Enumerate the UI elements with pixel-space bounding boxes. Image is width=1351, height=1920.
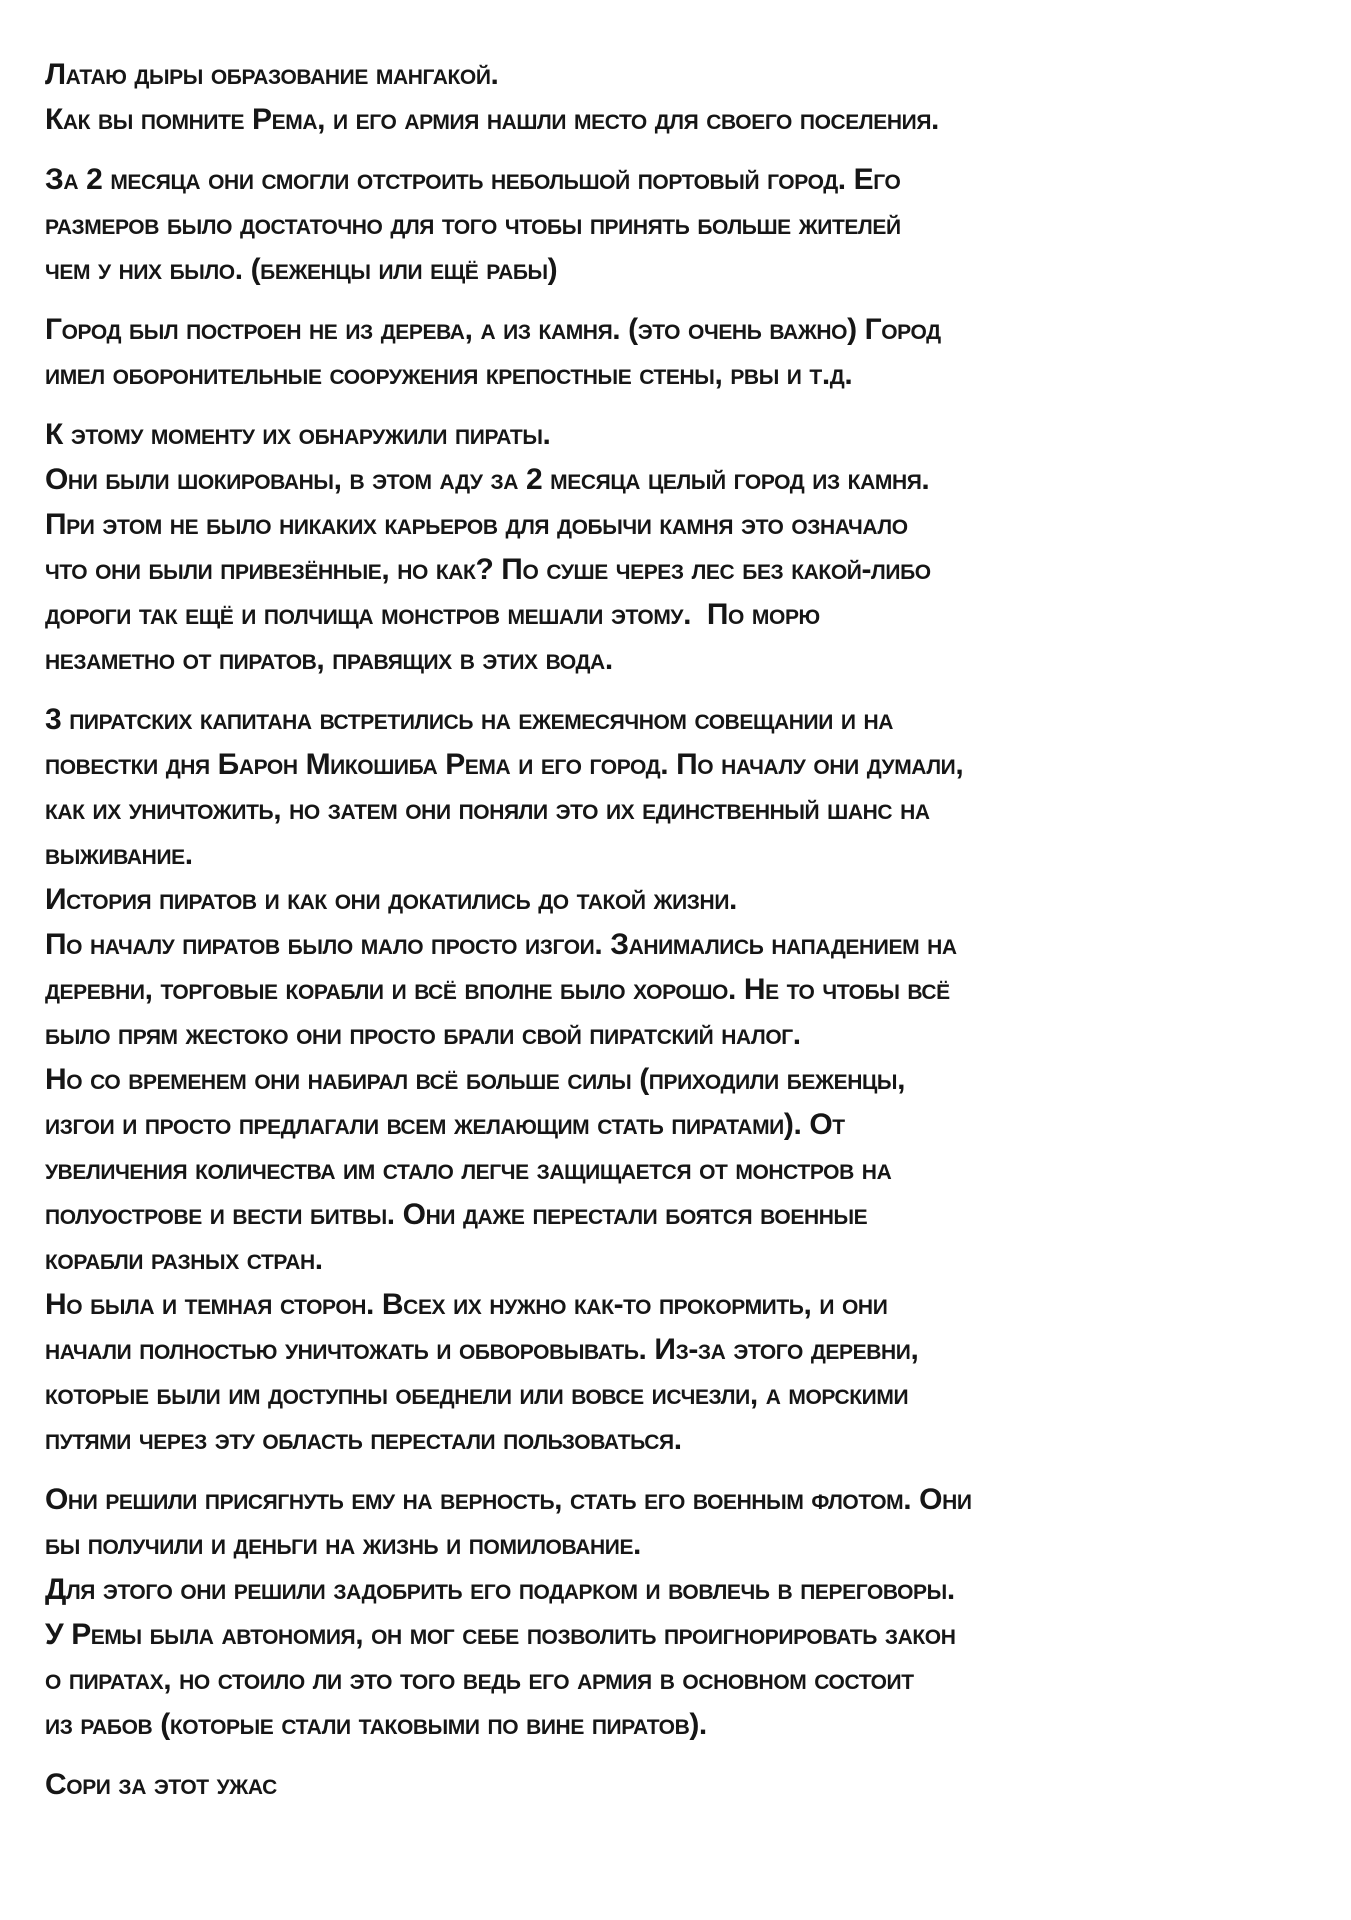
text-line: путями через эту область перестали пользоваться.	[45, 1423, 682, 1456]
text-line: бы получили и деньги на жизнь и помилование.	[45, 1528, 641, 1561]
text-line: о пиратах, но стоило ли это того ведь его армия в основном состоит	[45, 1663, 914, 1696]
paragraph	[45, 1762, 1311, 1807]
paragraph	[45, 697, 1311, 1462]
text-line: У Ремы была автономия, он мог себе позволить проигнорировать закон	[45, 1618, 956, 1651]
text-line: Для этого они решили задобрить его подарком и вовлечь в переговоры.	[45, 1573, 955, 1606]
paragraph	[45, 157, 1311, 292]
text-line: как их уничтожить, но затем они поняли это их единственный шанс на	[45, 793, 930, 826]
text-line: Сори за этот ужас	[45, 1768, 277, 1801]
text-line: По началу пиратов было мало просто изгои. Занимались нападением на	[45, 928, 957, 961]
text-line: увеличения количества им стало легче защищается от монстров на	[45, 1153, 892, 1186]
text-line: 3 пиратских капитана встретились на ежемесячном совещании и на	[45, 703, 894, 736]
document-body	[45, 52, 1311, 1807]
text-line: было прям жестоко они просто брали свой пиратский налог.	[45, 1018, 801, 1051]
paragraph	[45, 1477, 1311, 1747]
text-line: полуострове и вести битвы. Они даже перестали боятся военные	[45, 1198, 868, 1231]
text-line: которые были им доступны обеднели или вовсе исчезли, а морскими	[45, 1378, 909, 1411]
paragraph	[45, 307, 1311, 397]
text-line: Они решили присягнуть ему на верность, стать его военным флотом. Они	[45, 1483, 972, 1516]
text-line: повестки дня Барон Микошиба Рема и его город. По началу они думали,	[45, 748, 964, 781]
text-line: незаметно от пиратов, правящих в этих вода.	[45, 643, 613, 676]
text-line: Но была и темная сторон. Всех их нужно как-то прокормить, и они	[45, 1288, 888, 1321]
paragraph	[45, 52, 1311, 142]
text-line: Латаю дыры образование мангакой.	[45, 58, 499, 91]
text-line: Они были шокированы, в этом аду за 2 месяца целый город из камня.	[45, 463, 930, 496]
text-line: что они были привезённые, но как? По суше через лес без какой-либо	[45, 553, 931, 586]
text-line: За 2 месяца они смогли отстроить небольшой портовый город. Его	[45, 163, 901, 196]
text-line: Но со временем они набирал всё больше силы (приходили беженцы,	[45, 1063, 906, 1096]
text-line: изгои и просто предлагали всем желающим стать пиратами). От	[45, 1108, 845, 1141]
text-line: начали полностью уничтожать и обворовывать. Из-за этого деревни,	[45, 1333, 919, 1366]
text-line: При этом не было никаких карьеров для добычи камня это означало	[45, 508, 908, 541]
text-line: из рабов (которые стали таковыми по вине пиратов).	[45, 1708, 707, 1741]
text-line: выживание.	[45, 838, 193, 871]
text-line: корабли разных стран.	[45, 1243, 323, 1276]
text-line: размеров было достаточно для того чтобы принять больше жителей	[45, 208, 901, 241]
text-line: чем у них было. (беженцы или ещё рабы)	[45, 253, 558, 286]
text-line: К этому моменту их обнаружили пираты.	[45, 418, 551, 451]
text-line: Город был построен не из дерева, а из камня. (это очень важно) Город	[45, 313, 941, 346]
paragraph	[45, 412, 1311, 682]
text-line: имел оборонительные сооружения крепостные стены, рвы и т.д.	[45, 358, 853, 391]
text-line: История пиратов и как они докатились до такой жизни.	[45, 883, 737, 916]
text-line: Как вы помните Рема, и его армия нашли место для своего поселения.	[45, 103, 939, 136]
text-line: дороги так ещё и полчища монстров мешали этому. По морю	[45, 598, 820, 631]
text-line: деревни, торговые корабли и всё вполне было хорошо. Не то чтобы всё	[45, 973, 950, 1006]
